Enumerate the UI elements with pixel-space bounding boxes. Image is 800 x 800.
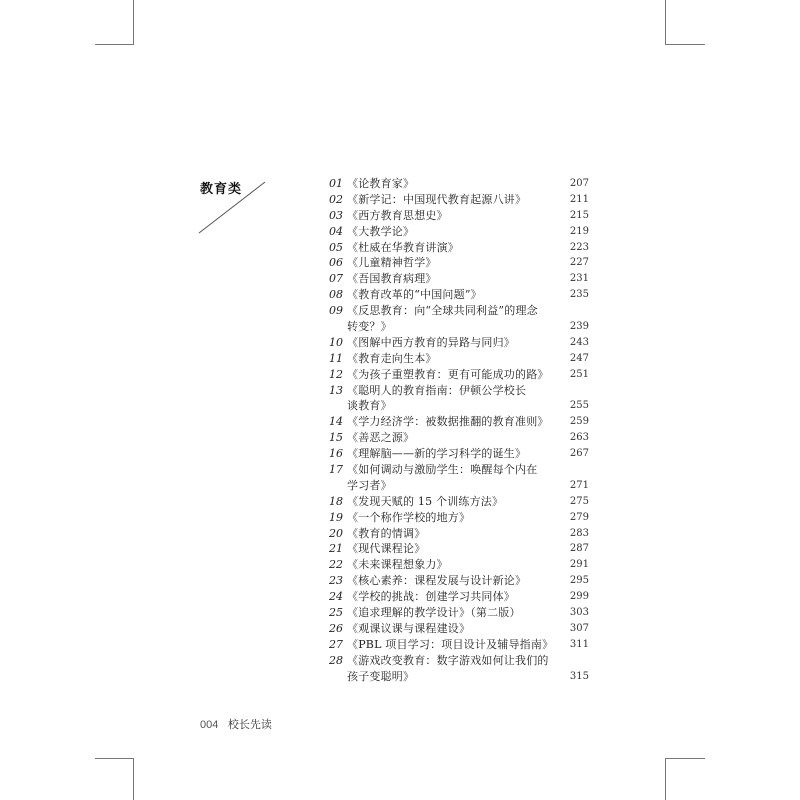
toc-entry-line <box>329 494 589 510</box>
toc-entry-line <box>329 208 589 224</box>
toc-entry-number: 21 <box>329 542 343 556</box>
toc-entry <box>329 541 589 557</box>
toc-entry-page: 295 <box>569 575 589 587</box>
toc-entry-line <box>329 541 589 557</box>
toc-entry-page: 231 <box>569 273 589 285</box>
toc-entry-title: 转变？》 <box>347 320 392 334</box>
toc-entry-line <box>329 430 589 446</box>
toc-entry-page: 255 <box>569 400 589 412</box>
table-of-contents <box>329 176 589 685</box>
toc-entry-page: 251 <box>569 368 589 380</box>
toc-entry-title: 《图解中西方教育的异路与同归》 <box>347 335 515 349</box>
toc-entry <box>329 208 589 224</box>
toc-entry-title: 孩子变聪明》 <box>347 669 415 683</box>
toc-entry <box>329 494 589 510</box>
toc-entry <box>329 351 589 367</box>
toc-entry-page: 211 <box>569 193 589 205</box>
toc-entry <box>329 526 589 542</box>
toc-entry-line <box>329 367 589 383</box>
toc-entry-number: 05 <box>329 240 343 254</box>
toc-entry <box>329 653 589 685</box>
toc-entry <box>329 557 589 573</box>
toc-entry-number: 06 <box>329 256 343 270</box>
toc-entry-line <box>329 383 589 399</box>
toc-entry-number: 11 <box>329 351 343 365</box>
toc-entry-title: 《西方教育思想史》 <box>347 208 448 222</box>
toc-entry-title: 《学校的挑战：创建学习共同体》 <box>347 590 515 604</box>
toc-entry-line <box>329 621 589 637</box>
toc-entry-title: 《一个称作学校的地方》 <box>347 510 471 524</box>
section-title: 教育类 <box>200 182 243 197</box>
toc-entry-number: 04 <box>329 224 343 238</box>
toc-entry-title: 《学力经济学：被数据推翻的教育准则》 <box>347 415 549 429</box>
toc-entry-line <box>329 478 589 494</box>
toc-entry-number: 27 <box>329 637 343 651</box>
toc-entry <box>329 287 589 303</box>
toc-entry-page: 259 <box>569 416 589 428</box>
toc-entry <box>329 303 589 335</box>
toc-entry-page: 287 <box>569 543 589 555</box>
toc-entry-line <box>329 557 589 573</box>
toc-entry <box>329 367 589 383</box>
toc-entry <box>329 240 589 256</box>
toc-entry-number: 22 <box>329 558 343 572</box>
toc-entry-line <box>329 224 589 240</box>
toc-entry-title: 谈教育》 <box>347 399 392 413</box>
toc-entry-line <box>329 589 589 605</box>
toc-entry-line <box>329 319 589 335</box>
toc-entry-page: 315 <box>569 670 589 682</box>
toc-entry-page: 219 <box>569 225 589 237</box>
toc-entry-line <box>329 255 589 271</box>
toc-entry-page: 267 <box>569 448 589 460</box>
toc-entry-title: 《核心素养：课程发展与设计新论》 <box>347 574 527 588</box>
toc-entry-number: 23 <box>329 574 343 588</box>
toc-entry-number: 07 <box>329 272 343 286</box>
toc-entry <box>329 192 589 208</box>
toc-entry-title: 《善恶之源》 <box>347 431 415 445</box>
toc-entry-number: 18 <box>329 494 343 508</box>
toc-entry <box>329 510 589 526</box>
toc-entry-line <box>329 446 589 462</box>
toc-entry-page: 247 <box>569 352 589 364</box>
section-divider-diagonal <box>197 180 267 235</box>
toc-entry <box>329 176 589 192</box>
toc-entry-line <box>329 653 589 669</box>
toc-entry <box>329 605 589 621</box>
crop-mark-bottom-right-vertical <box>665 758 666 800</box>
toc-entry <box>329 224 589 240</box>
toc-entry-page: 283 <box>569 527 589 539</box>
toc-entry-number: 03 <box>329 208 343 222</box>
toc-entry-number: 28 <box>329 653 343 667</box>
toc-entry-page: 311 <box>569 638 589 650</box>
toc-entry <box>329 271 589 287</box>
toc-entry-title: 《新学记：中国现代教育起源八讲》 <box>347 192 527 206</box>
toc-entry-line <box>329 192 589 208</box>
toc-entry-title: 《儿童精神哲学》 <box>347 256 437 270</box>
toc-entry-page: 291 <box>569 559 589 571</box>
toc-entry <box>329 621 589 637</box>
toc-entry-number: 25 <box>329 606 343 620</box>
toc-entry-number: 24 <box>329 590 343 604</box>
toc-entry-title: 《PBL 项目学习：项目设计及辅导指南》 <box>347 637 554 651</box>
toc-entry-page: 307 <box>569 622 589 634</box>
toc-entry-line <box>329 351 589 367</box>
toc-entry-number: 16 <box>329 447 343 461</box>
toc-entry-number: 10 <box>329 335 343 349</box>
toc-entry-number: 15 <box>329 431 343 445</box>
toc-entry-page: 271 <box>569 479 589 491</box>
toc-entry-page: 299 <box>569 591 589 603</box>
toc-entry-number: 08 <box>329 288 343 302</box>
toc-entry <box>329 335 589 351</box>
toc-entry-number: 19 <box>329 510 343 524</box>
crop-mark-top-left-vertical <box>133 0 134 45</box>
toc-entry-line <box>329 303 589 319</box>
toc-entry <box>329 383 589 415</box>
toc-entry-title: 学习者》 <box>347 478 392 492</box>
toc-entry-page: 215 <box>569 209 589 221</box>
toc-entry-number: 20 <box>329 526 343 540</box>
toc-entry-title: 《论教育家》 <box>347 177 415 190</box>
toc-entry <box>329 430 589 446</box>
toc-entry-page: 207 <box>569 178 589 189</box>
toc-entry-number: 26 <box>329 621 343 635</box>
toc-entry-page: 223 <box>569 241 589 253</box>
toc-entry-number: 02 <box>329 192 343 206</box>
toc-entry-title: 《教育改革的“中国问题”》 <box>347 288 482 302</box>
toc-entry-title: 《教育走向生本》 <box>347 351 437 365</box>
toc-entry-title: 《追求理解的教学设计》（第二版） <box>347 606 521 620</box>
toc-entry-page: 235 <box>569 289 589 301</box>
toc-entry-title: 《聪明人的教育指南：伊顿公学校长 <box>347 383 527 397</box>
toc-entry-title: 《现代课程论》 <box>347 542 426 556</box>
toc-entry-page: 275 <box>569 495 589 507</box>
toc-entry-line <box>329 526 589 542</box>
page-footer <box>200 716 272 732</box>
running-title: 校长先读 <box>227 718 272 731</box>
toc-entry-title: 《如何调动与激励学生：唤醒每个内在 <box>347 463 538 477</box>
crop-mark-top-right-horizontal <box>665 44 705 45</box>
toc-entry <box>329 573 589 589</box>
toc-entry-title: 《杜威在华教育讲演》 <box>347 240 459 254</box>
toc-entry-line <box>329 271 589 287</box>
crop-mark-bottom-left-vertical <box>133 758 134 800</box>
toc-entry <box>329 637 589 653</box>
page-number: 004 <box>200 719 219 731</box>
toc-entry-title: 《反思教育：向“全球共同利益”的理念 <box>347 304 538 318</box>
toc-entry-page: 239 <box>569 321 589 333</box>
toc-entry-line <box>329 605 589 621</box>
toc-entry-line <box>329 176 589 192</box>
toc-entry-number: 14 <box>329 415 343 429</box>
toc-entry-line <box>329 398 589 414</box>
crop-mark-top-left-horizontal <box>95 44 134 45</box>
toc-entry-number: 12 <box>329 367 343 381</box>
toc-entry-number: 13 <box>329 383 343 397</box>
toc-entry-title: 《为孩子重塑教育：更有可能成功的路》 <box>347 367 549 381</box>
toc-entry-line <box>329 462 589 478</box>
toc-entry <box>329 462 589 494</box>
toc-entry-number: 17 <box>329 463 343 477</box>
toc-entry-page: 243 <box>569 336 589 348</box>
toc-entry-number: 01 <box>329 177 343 190</box>
toc-entry-title: 《发现天赋的 15 个训练方法》 <box>347 494 504 508</box>
toc-entry-line <box>329 637 589 653</box>
toc-entry-line <box>329 335 589 351</box>
toc-entry-page: 279 <box>569 511 589 523</box>
toc-entry-title: 《教育的情调》 <box>347 526 426 540</box>
toc-entry <box>329 414 589 430</box>
toc-entry-line <box>329 240 589 256</box>
crop-mark-bottom-left-horizontal <box>95 758 134 759</box>
toc-entry-line <box>329 669 589 685</box>
toc-entry-page: 227 <box>569 257 589 269</box>
toc-entry-title: 《理解脑——新的学习科学的诞生》 <box>347 447 527 461</box>
toc-entry-page: 263 <box>569 432 589 444</box>
toc-entry <box>329 255 589 271</box>
toc-entry-title: 《吾国教育病理》 <box>347 272 437 286</box>
toc-entry-line <box>329 414 589 430</box>
toc-entry-number: 09 <box>329 304 343 318</box>
toc-entry-title: 《大教学论》 <box>347 224 415 238</box>
toc-entry-title: 《未来课程想象力》 <box>347 558 448 572</box>
toc-entry-title: 《游戏改变教育：数字游戏如何让我们的 <box>347 653 549 667</box>
crop-mark-bottom-right-horizontal <box>665 758 705 759</box>
toc-entry-title: 《观课议课与课程建设》 <box>347 621 471 635</box>
toc-entry-line <box>329 510 589 526</box>
crop-mark-top-right-vertical <box>665 0 666 45</box>
toc-entry-page: 303 <box>569 607 589 619</box>
toc-entry <box>329 589 589 605</box>
toc-entry-line <box>329 287 589 303</box>
toc-entry <box>329 446 589 462</box>
toc-entry-line <box>329 573 589 589</box>
